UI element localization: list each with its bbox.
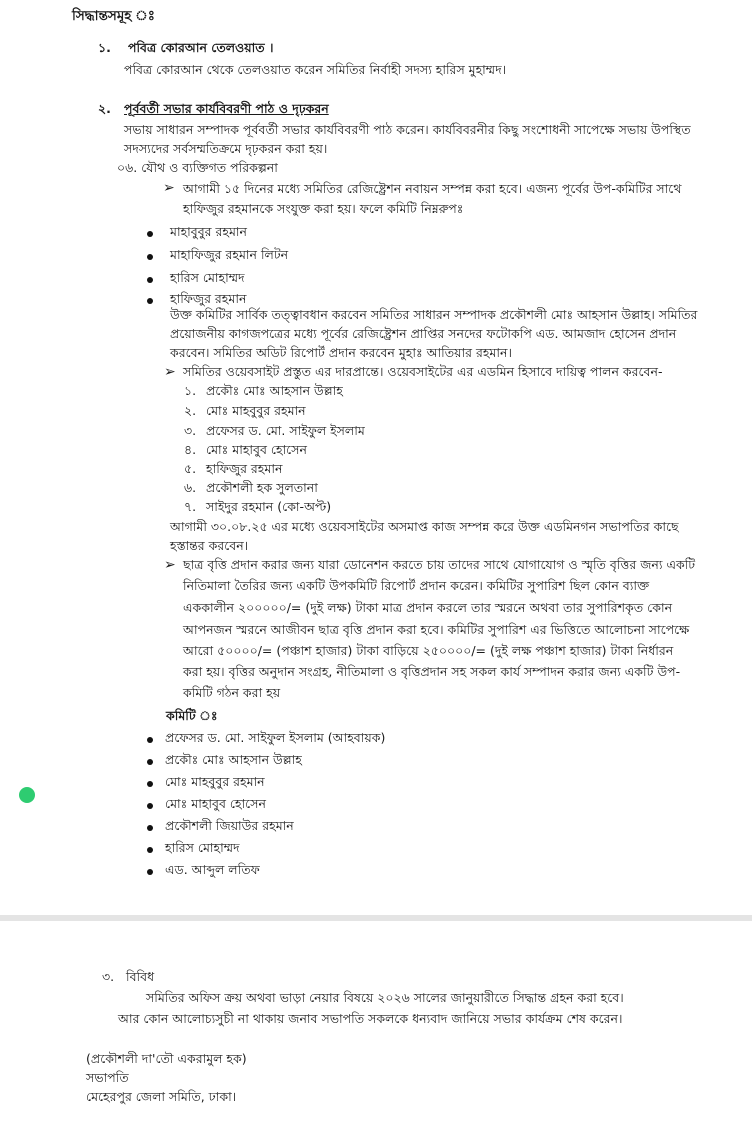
admin-list-item: ৪. মোঃ মাহাবুব হোসেন bbox=[184, 442, 307, 457]
section2-number: ২. bbox=[98, 101, 111, 116]
committee2-member: হারিস মোহাম্মদ bbox=[165, 840, 240, 855]
status-indicator-dot bbox=[19, 787, 35, 803]
plan-point1-line1: আগামী ১৫ দিনের মধ্যে সমিতির রেজিষ্ট্রেশন নবায়ন সম্পন্ন করা হবে। এজন্য পূর্বের উপ-কমিটির সাথে bbox=[183, 181, 682, 196]
bullet-icon bbox=[147, 737, 153, 743]
plan-para1-line1: উক্ত কমিটির সার্বিক তত্ত্বাবধান করবেন সমিতির সাধারন সম্পাদক প্রকৌশলী মোঃ আহসান উল্লাহ। সমিতির bbox=[170, 307, 698, 322]
bullet-icon bbox=[147, 254, 153, 260]
committee2-member: প্রকৌঃ মোঃ আহসান উল্লাহ bbox=[165, 752, 302, 767]
bullet-icon bbox=[147, 869, 153, 875]
bullet-icon bbox=[147, 847, 153, 853]
admin-list-item: ৬. প্রকৌশলী হক সুলতানা bbox=[184, 480, 318, 495]
committee2-member: মোঃ মাহবুবুর রহমান bbox=[165, 774, 265, 789]
signature-role: সভাপতি bbox=[86, 1070, 129, 1085]
section1-text: পবিত্র কোরআন থেকে তেলওয়াত করেন সমিতির নির্বাহী সদস্য হারিস মুহাম্মদ। bbox=[124, 62, 507, 77]
committee2-member: মোঃ মাহাবুব হোসেন bbox=[165, 796, 266, 811]
plan-heading: ০৬. যৌথ ও ব্যক্তিগত পরিকল্পনা bbox=[117, 160, 278, 175]
committee1-member: মাহাবুবুর রহমান bbox=[170, 224, 247, 239]
admin-list-item: ১. প্রকৌঃ মোঃ আহসান উল্লাহ bbox=[184, 383, 343, 398]
plan-point2: সমিতির ওয়েবসাইট প্রস্তুত এর দারপ্রান্তে। ওয়েবসাইটের এর এডমিন হিসাবে দায়িত্ব পালন করবেন- bbox=[183, 364, 663, 379]
committee1-member: মাহাফিজুর রহমান লিটন bbox=[170, 247, 289, 262]
committee2-title: কমিটি ঃ bbox=[166, 708, 218, 723]
committee2-member: এড. আব্দুল লতিফ bbox=[165, 862, 260, 877]
plan-point3-line: ছাত্র বৃত্তি প্রদান করার জন্য যারা ডোনেশন করতে চায় তাদের সাথে যোগাযোগ ও স্মৃতি বৃত্তির জন্য একটি bbox=[183, 557, 696, 572]
decisions-title: সিদ্ধান্তসমূহ ঃ bbox=[72, 8, 155, 24]
section3-heading: বিবিধ bbox=[126, 969, 155, 984]
bullet-icon bbox=[147, 781, 153, 787]
section1-number: ১. bbox=[98, 40, 111, 55]
committee1-member: হারিস মোহাম্মদ bbox=[170, 270, 245, 285]
section2-text-line2: সদস্যদের সর্বসম্মতিক্রমে দৃঢ়করন করা হয়। bbox=[124, 141, 328, 156]
admin-list-item: ৭. সাইদুর রহমান (কো-অপ্ট) bbox=[184, 499, 332, 514]
section3-line1: সমিতির অফিস ক্রয় অথবা ভাড়া নেয়ার বিষয়ে ২০২৬ সালের জানুয়ারীতে সিদ্ধান্ত গ্রহন করা হবে। bbox=[146, 990, 624, 1005]
plan-para2-line2: হস্তান্তর করবেন। bbox=[170, 538, 249, 553]
bullet-icon bbox=[147, 803, 153, 809]
committee2-member: প্রফেসর ড. মো. সাইফুল ইসলাম (আহবায়ক) bbox=[165, 730, 386, 745]
committee2-member: প্রকৌশলী জিয়াউর রহমান bbox=[165, 818, 294, 833]
plan-para1-line2: প্রয়োজনীয় কাগজপত্রের মধ্যে পূর্বের রেজিষ্ট্রেশন প্রাপ্তির সনদের ফটোকপি এড. আমজাদ হোসেন প্রদান bbox=[170, 326, 677, 341]
plan-para2-line1: আগামী ৩০.০৮.২৫ এর মধ্যে ওয়েবসাইটের অসমাপ্ত কাজ সম্পন্ন করে উক্ত এডমিনগন সভাপতির কাছে bbox=[170, 519, 679, 534]
section3-line2: আর কোন আলোচ্যসুচী না থাকায় জনাব সভাপতি সকলকে ধন্যবাদ জানিয়ে সভার কার্যক্রম শেষ করেন। bbox=[118, 1011, 623, 1026]
plan-point3-line: করা হয়। বৃত্তির অনুদান সংগ্রহ, নীতিমালা ও বৃত্তিপ্রদান সহ সকল কার্য সম্পাদন করার জন্য একটি উপ- bbox=[183, 664, 681, 679]
plan-point3-line: আপনজন স্মরনে আজীবন ছাত্র বৃত্তি প্রদান করা হবে। কমিটির সুপারিশ এর ভিত্তিতে আলোচনা সাপেক্ষে bbox=[183, 622, 690, 637]
committee1-member: হাফিজুর রহমান bbox=[170, 291, 247, 306]
plan-point1-line2: হাফিজুর রহমানকে সংযুক্ত করা হয়। ফলে কমিটি নিম্নরুপঃ bbox=[183, 201, 464, 216]
section1-heading: পবিত্র কোরআন তেলওয়াত । bbox=[128, 40, 274, 55]
bullet-icon bbox=[147, 759, 153, 765]
section2-text-line1: সভায় সাধারন সম্পাদক পূর্ববর্তী সভার কার্যবিবরণী পাঠ করেন। কার্যবিবরনীর কিছু সংশোধনী সাপেক্ষে সভায় উপস্থিত bbox=[124, 122, 691, 137]
bullet-icon bbox=[147, 825, 153, 831]
signature-name: (প্রকৌশলী দা'তৌ একরামুল হক) bbox=[86, 1051, 247, 1066]
plan-point3-line: আরো ৫০০০০/= (পঞ্চাশ হাজার) টাকা বাড়িয়ে ২৫০০০০/= (দুই লক্ষ পঞ্চাশ হাজার) টাকা নির্ধারন bbox=[183, 643, 674, 658]
section3-number: ৩. bbox=[102, 969, 115, 984]
plan-point3-line: কমিটি গঠন করা হয় bbox=[183, 685, 281, 700]
admin-list-item: ৩. প্রফেসর ড. মো. সাইফুল ইসলাম bbox=[184, 423, 365, 438]
section2-heading: পূর্ববর্তী সভার কার্যবিবরণী পাঠ ও দৃঢ়করন bbox=[124, 101, 329, 116]
plan-para1-line3: করবেন। সমিতির অডিট রিপোর্ট প্রদান করবেন মুহাঃ আতিয়ার রহমান। bbox=[170, 345, 512, 360]
bullet-icon bbox=[147, 277, 153, 283]
plan-point3-line: নিতিমালা তৈরির জন্য একটি উপকমিটি রিপোর্ট প্রদান করেন। কমিটির সুপারিশ ছিল কোন ব্যাক্ত bbox=[183, 578, 650, 593]
plan-point3-line: এককালীন ২০০০০০/= (দুই লক্ষ) টাকা মাত্র প্রদান করলে তার স্মরনে অথবা তার সুপারিশকৃত কোন bbox=[183, 600, 673, 615]
arrow-bullet-icon: ➢ bbox=[164, 364, 176, 380]
bullet-icon bbox=[147, 231, 153, 237]
arrow-bullet-icon: ➢ bbox=[164, 557, 176, 573]
arrow-bullet-icon: ➢ bbox=[163, 180, 175, 196]
signature-org: মেহেরপুর জেলা সমিতি, ঢাকা। bbox=[86, 1089, 237, 1104]
bullet-icon bbox=[147, 298, 153, 304]
admin-list-item: ২. মোঃ মাহবুবুর রহমান bbox=[184, 403, 306, 418]
document-page-2 bbox=[0, 921, 752, 1134]
admin-list-item: ৫. হাফিজুর রহমান bbox=[184, 461, 283, 476]
